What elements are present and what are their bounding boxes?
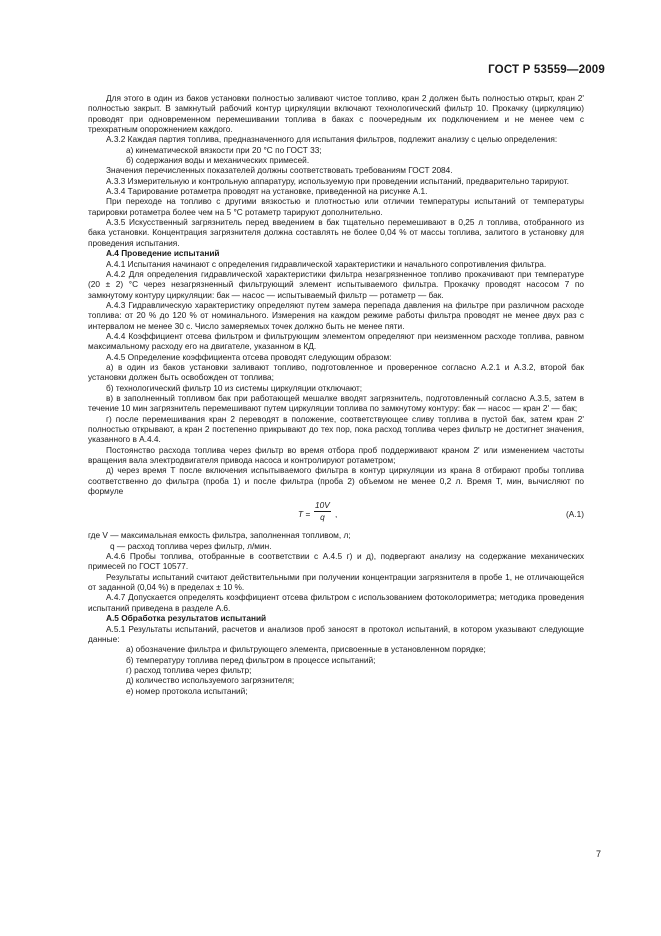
section-heading-a4: А.4 Проведение испытаний xyxy=(106,248,220,259)
paragraph-a4-4: А.4.4 Коэффициент отсева фильтром и фильтрующим элементом определяют при неизменном расходе топлива, равном максимальному расходу его на двигателе, указанном в КД. xyxy=(88,330,584,352)
list-item: г) после перемешивания кран 2 переводят в положение, соответствующее сливу топлива в пустой бак, затем кран 2' полностью открывают, а кран 2 постепенно прикрывают до тех пор, пока расход топлива через фильтр не достигнет значения, указанного в А.4.4. xyxy=(88,413,584,445)
paragraph-a4-6: А.4.6 Пробы топлива, отобранные в соответствии с А.4.5 г) и д), подвергают анализу на содержание механических примесей по ГОСТ 10577. xyxy=(88,551,584,572)
paragraph-a3-4: А.3.4 Тарирование ротаметра проводят на установке, приведенной на рисунке А.1. xyxy=(106,186,428,197)
paragraph: Результаты испытаний считают действительными при получении концентрации загрязнителя в пробе 1, не отличающейся от заданной (0,04 %) в пределах ± 10 %. xyxy=(88,571,584,593)
formula-tail: , xyxy=(335,509,338,520)
list-item: а) в один из баков установки заливают топливо, подготовленное и проверенное согласно А.2.1 и А.3.2, второй бак установки должен быть освобожден от топлива; xyxy=(88,361,584,383)
page-number: 7 xyxy=(595,849,601,859)
paragraph-a4-7: А.4.7 Допускается определять коэффициент отсева фильтром с использованием фотоколориметра; методика проведения испытаний приведена в разделе А.6. xyxy=(88,592,584,613)
list-item: г) расход топлива через фильтр; xyxy=(126,664,252,675)
formula-number: (А.1) xyxy=(566,509,584,520)
list-item: б) содержания воды и механических примесей. xyxy=(126,155,310,166)
list-item: е) номер протокола испытаний; xyxy=(126,685,248,696)
formula-lhs: T = xyxy=(298,509,311,520)
paragraph-a3-2: А.3.2 Каждая партия топлива, предназначенного для испытания фильтров, подлежит анализу с целью определения: xyxy=(106,134,558,145)
paragraph-a4-2: А.4.2 Для определения гидравлической характеристики фильтра незагрязненное топливо прокачивают при температуре (20 ± 2) °С через незагрязненный фильтрующий элемент испытываемого фильтра. Прокачку проводят насосом 7 по замкнутому контуру циркуляции: бак — насос — испытываемый фильтр — ротаметр — бак. xyxy=(88,268,584,300)
paragraph: Для этого в один из баков установки полностью заливают чистое топливо, кран 2 должен быть полностью открыт, кран 2' полностью закрыт. В замкнутый рабочий контур циркуляции включают технологический фильтр 10. Прокачку (циркуляцию) проводят при одновременном перемешивании топлива в баках с поочередным их подключением и не менее чем с трехкратным опорожнением каждого. xyxy=(88,93,584,135)
paragraph-a3-3: А.3.3 Измерительную и контрольную аппаратуру, используемую при проведении испытаний, предварительно тарируют. xyxy=(106,175,569,186)
list-item: д) количество используемого загрязнителя; xyxy=(126,675,295,686)
legend-item: где V — максимальная емкость фильтра, заполненная топливом, л; xyxy=(88,530,351,541)
list-item: д) через время Т после включения испытываемого фильтра в контур циркуляции из крана 8 отбирают пробы топлива соответственно до фильтра (проба 1) и после фильтра (проба 2) объемом не менее 0,2 л. Время Т, мин, вычисляют по формуле xyxy=(88,465,584,497)
list-item: а) обозначение фильтра и фильтрующего элемента, присвоенные в установленном порядке; xyxy=(126,644,486,655)
formula-fraction xyxy=(314,500,331,522)
paragraph-a4-1: А.4.1 Испытания начинают с определения гидравлической характеристики и начального сопротивления фильтра. xyxy=(106,258,547,269)
document-header: ГОСТ Р 53559—2009 xyxy=(488,64,605,76)
paragraph-a3-5: А.3.5 Искусственный загрязнитель перед введением в бак тщательно перемешивают в 0,25 л топлива, отобранного из бака установки. Концентрация загрязнителя должна составлять не более 0,04 % от массы топлива, залитого в установку для проведения испытания. xyxy=(88,217,584,248)
paragraph: При переходе на топливо с другими вязкостью и плотностью или отличии температуры испытаний от температуры тарировки ротаметра более чем на 5 °С ротаметр тарируют дополнительно. xyxy=(88,196,584,217)
list-item: б) температуру топлива перед фильтром в процессе испытаний; xyxy=(126,654,376,665)
paragraph-a4-3: А.4.3 Гидравлическую характеристику определяют путем замера перепада давления на фильтре при различном расходе топлива: от 20 % до 120 % от номинального. Измерения на каждом режиме работы фильтра проводят не менее двух раз с интервалом не менее 30 с. Число замеряемых точек должно быть не менее пяти. xyxy=(88,299,584,331)
paragraph-a4-5: А.4.5 Определение коэффициента отсева проводят следующим образом: xyxy=(106,351,392,362)
formula-denominator: q xyxy=(320,511,325,522)
paragraph: Постоянство расхода топлива через фильтр во время отбора проб поддерживают краном 2' или изменением частоты вращения вала электродвигателя привода насоса и контролируют ротаметром; xyxy=(88,444,584,466)
document-body xyxy=(88,93,584,696)
paragraph-a5-1: А.5.1 Результаты испытаний, расчетов и анализов проб заносят в протокол испытаний, в котором указывают следующие данные: xyxy=(88,623,584,644)
formula-numerator: 10V xyxy=(315,500,330,511)
formula-a1 xyxy=(88,500,584,528)
legend-item: q — расход топлива через фильтр, л/мин. xyxy=(110,540,272,551)
list-item: б) технологический фильтр 10 из системы циркуляции отключают; xyxy=(106,382,363,393)
list-item: в) в заполненный топливом бак при работающей мешалке вводят загрязнитель, подготовленный согласно А.3.5, затем в течение 10 мин загрязнитель перемешивают путем циркуляции топлива по замкнутому контуру: бак — насос — кран 2' — бак; xyxy=(88,392,584,414)
list-item: а) кинематической вязкости при 20 °С по ГОСТ 33; xyxy=(126,144,322,155)
section-heading-a5: А.5 Обработка результатов испытаний xyxy=(106,613,267,624)
paragraph: Значения перечисленных показателей должны соответствовать требованиям ГОСТ 2084. xyxy=(106,165,453,176)
